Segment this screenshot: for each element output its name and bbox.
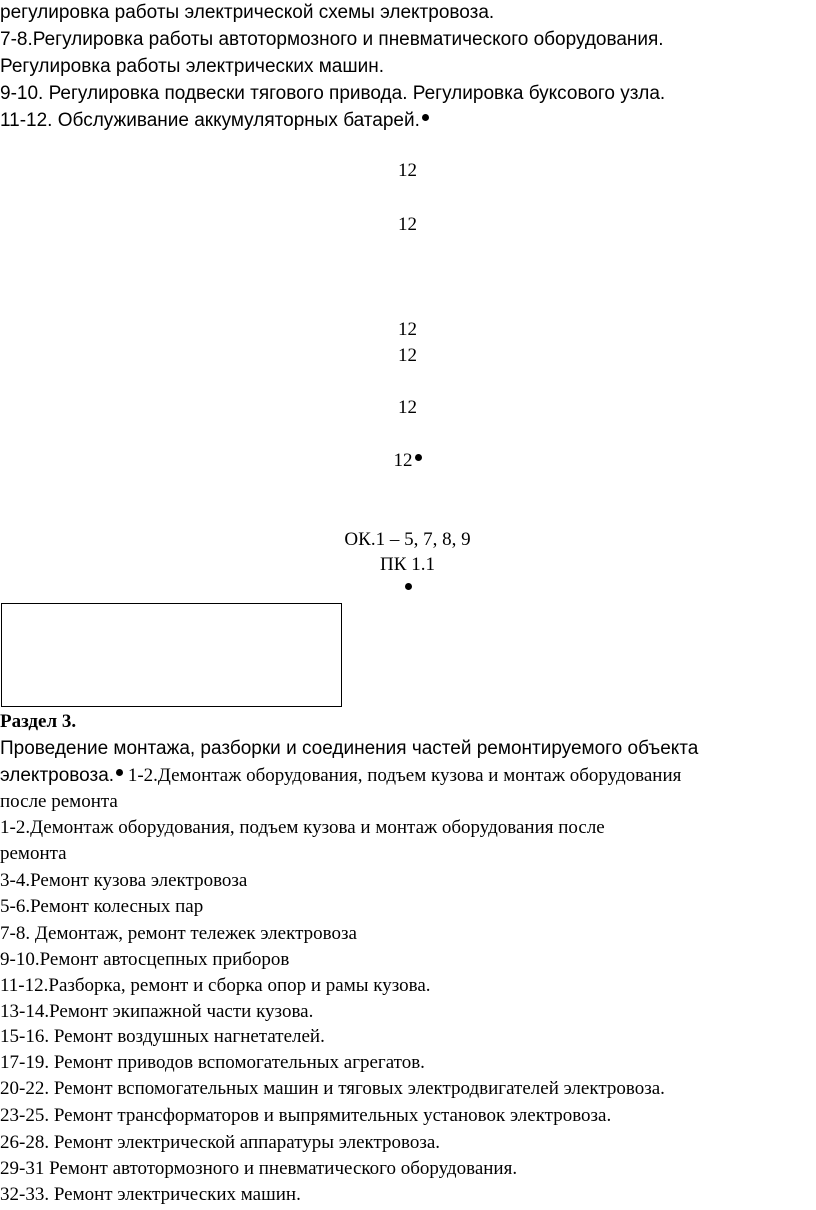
section-item: 3-4.Ремонт кузова электровоза xyxy=(0,870,248,891)
section-item: 13-14.Ремонт экипажной части кузова. xyxy=(0,1001,314,1022)
hours-value-last xyxy=(340,449,475,473)
competency-bullet xyxy=(340,578,475,602)
top-list-item-last xyxy=(0,109,429,133)
section-heading-line: после ремонта xyxy=(0,791,118,812)
section-heading-text: 1-2.Демонтаж оборудования, подъем кузова и монтаж оборудования xyxy=(123,765,682,786)
section-item: ремонта xyxy=(0,843,67,864)
bullet-dot-icon xyxy=(415,454,422,461)
competency-pk: ПК 1.1 xyxy=(380,554,435,575)
hours-value-text: 12 xyxy=(393,450,413,471)
section-item: 17-19. Ремонт приводов вспомогательных агрегатов. xyxy=(0,1052,425,1073)
section-item: 20-22. Ремонт вспомогательных машин и тяговых электродвигателей электровоза. xyxy=(0,1078,665,1099)
section-heading-line: Проведение монтажа, разборки и соединения частей ремонтируемого объекта xyxy=(0,738,699,759)
hours-value: 12 xyxy=(398,160,417,181)
section-item: 9-10.Ремонт автосцепных приборов xyxy=(0,949,290,970)
section-item: 11-12.Разборка, ремонт и сборка опор и рамы кузова. xyxy=(0,975,431,996)
section-title: Раздел 3. xyxy=(0,711,77,732)
section-item: 15-16. Ремонт воздушных нагнетателей. xyxy=(0,1026,325,1047)
top-list-item: 7-8.Регулировка работы автотормозного и пневматического оборудования. xyxy=(0,29,664,50)
hours-value: 12 xyxy=(398,345,417,366)
bullet-dot-icon xyxy=(422,114,429,121)
top-list-item: регулировка работы электрической схемы электровоза. xyxy=(0,2,495,23)
hours-value: 12 xyxy=(398,319,417,340)
empty-text-frame xyxy=(1,603,342,707)
section-item: 26-28. Ремонт электрической аппаратуры электровоза. xyxy=(0,1132,441,1153)
competency-ok: ОК.1 – 5, 7, 8, 9 xyxy=(344,529,471,550)
top-list-item: 9-10. Регулировка подвески тягового привода. Регулировка буксового узла. xyxy=(0,83,666,104)
section-heading-text: электровоза. xyxy=(0,765,115,786)
hours-value: 12 xyxy=(398,397,417,418)
section-item: 23-25. Ремонт трансформаторов и выпрямительных установок электровоза. xyxy=(0,1105,612,1126)
bullet-dot-icon xyxy=(405,583,412,590)
section-heading-line xyxy=(0,764,681,788)
section-item: 1-2.Демонтаж оборудования, подъем кузова и монтаж оборудования после xyxy=(0,817,605,838)
section-item: 32-33. Ремонт электрических машин. xyxy=(0,1184,301,1205)
top-list-item: Регулировка работы электрических машин. xyxy=(0,56,384,77)
section-item: 7-8. Демонтаж, ремонт тележек электровоза xyxy=(0,923,357,944)
section-item: 29-31 Ремонт автотормозного и пневматического оборудования. xyxy=(0,1158,518,1179)
hours-value: 12 xyxy=(398,214,417,235)
section-item: 5-6.Ремонт колесных пар xyxy=(0,896,204,917)
top-list-item-text: 11-12. Обслуживание аккумуляторных батарей. xyxy=(0,110,420,131)
